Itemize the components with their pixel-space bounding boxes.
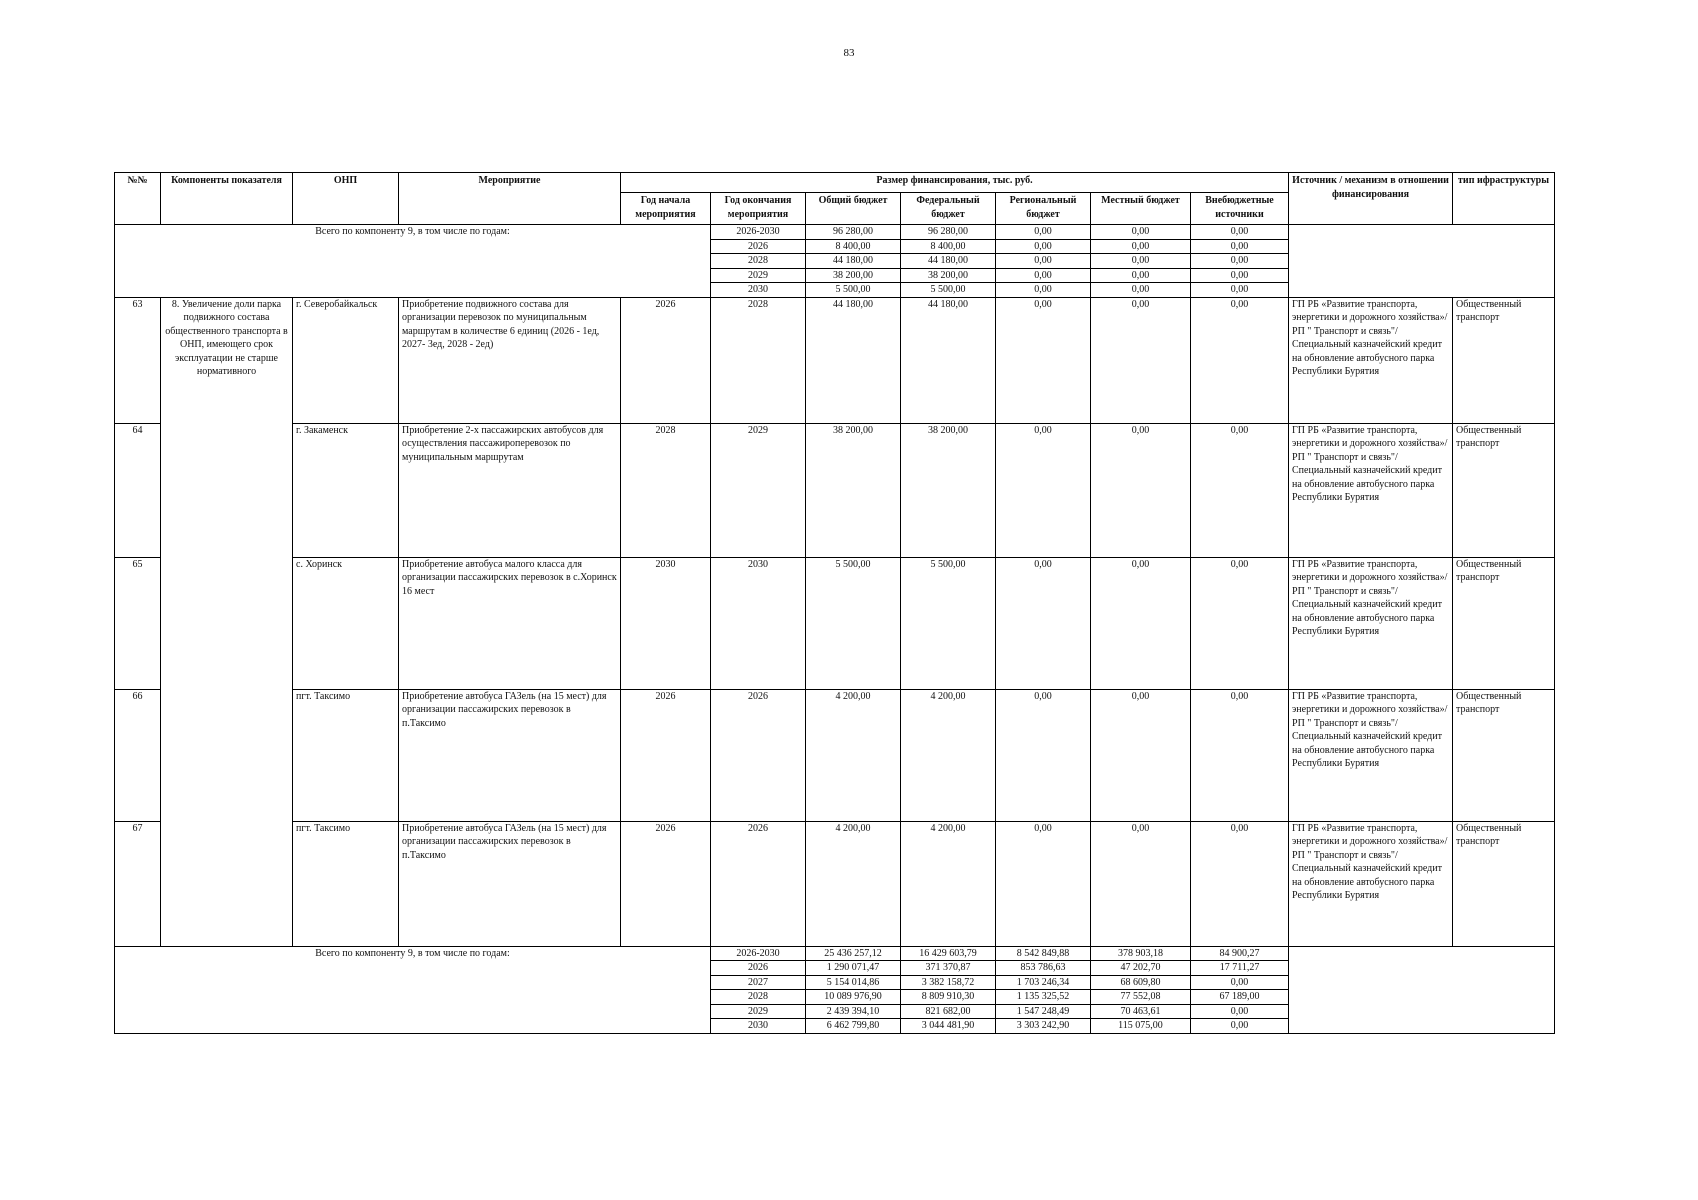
summary-federal: 5 500,00 [901,283,996,298]
row-local: 0,00 [1091,557,1191,689]
row-end-year: 2029 [711,423,806,557]
row-infra: Общественный транспорт [1453,689,1555,821]
header-extra: Внебюджетные источники [1191,193,1289,225]
header-federal: Федеральный бюджет [901,193,996,225]
summary-extra: 0,00 [1191,283,1289,298]
row-federal: 4 200,00 [901,689,996,821]
table-row [115,423,1555,557]
row-source: ГП РБ «Развитие транспорта, энергетики и дорожного хозяйства»/ РП " Транспорт и связь"/Специальный казначейский кредит на обновление автобусного парка Республики Бурятия [1289,821,1453,946]
row-extra: 0,00 [1191,689,1289,821]
header-regional: Региональный бюджет [996,193,1091,225]
summary-federal: 16 429 603,79 [901,946,996,961]
summary-extra: 84 900,27 [1191,946,1289,961]
row-local: 0,00 [1091,297,1191,423]
row-total: 38 200,00 [806,423,901,557]
row-measure: Приобретение автобуса ГАЗель (на 15 мест) для организации пассажирских перевозок в п.Таксимо [399,689,621,821]
summary-extra: 0,00 [1191,225,1289,240]
summary-year: 2026 [711,239,806,254]
row-onp: пгт. Таксимо [293,821,399,946]
summary-regional: 1 703 246,34 [996,975,1091,990]
summary-year: 2027 [711,975,806,990]
row-infra: Общественный транспорт [1453,297,1555,423]
summary-total: 2 439 394,10 [806,1004,901,1019]
row-num: 63 [115,297,161,423]
row-onp: пгт. Таксимо [293,689,399,821]
summary-year: 2029 [711,268,806,283]
summary-federal: 96 280,00 [901,225,996,240]
row-extra: 0,00 [1191,557,1289,689]
header-component: Компоненты показателя [161,173,293,225]
summary-extra: 0,00 [1191,975,1289,990]
summary-year: 2028 [711,990,806,1005]
summary-local: 0,00 [1091,239,1191,254]
row-measure: Приобретение 2-х пассажирских автобусов для осуществления пассажироперевозок по муниципальным маршрутам [399,423,621,557]
summary-extra: 0,00 [1191,1004,1289,1019]
summary-year: 2029 [711,1004,806,1019]
row-regional: 0,00 [996,297,1091,423]
header-source: Источник / механизм в отношении финансирования [1289,173,1453,225]
summary-year: 2026 [711,961,806,976]
row-end-year: 2026 [711,821,806,946]
row-federal: 44 180,00 [901,297,996,423]
table-row [115,821,1555,946]
row-start-year: 2030 [621,557,711,689]
header-total-budget: Общий бюджет [806,193,901,225]
header-measure: Мероприятие [399,173,621,225]
summary-regional: 0,00 [996,254,1091,269]
row-local: 0,00 [1091,821,1191,946]
summary-federal: 821 682,00 [901,1004,996,1019]
summary-label: Всего по компоненту 9, в том числе по годам: [115,946,711,1033]
row-measure: Приобретение автобуса малого класса для организации пассажирских перевозок в с.Хоринск 16 мест [399,557,621,689]
row-end-year: 2028 [711,297,806,423]
summary-regional: 853 786,63 [996,961,1091,976]
row-total: 5 500,00 [806,557,901,689]
financing-table [114,172,1555,1034]
header-end-year: Год окончания мероприятия [711,193,806,225]
summary-empty [1289,946,1555,1033]
summary-local: 0,00 [1091,225,1191,240]
row-start-year: 2026 [621,821,711,946]
header-num: №№ [115,173,161,225]
summary-extra: 67 189,00 [1191,990,1289,1005]
row-measure: Приобретение подвижного состава для организации перевозок по муниципальным маршрутам в количестве 6 единиц (2026 - 1ед, 2027- 3ед, 2028 - 2ед) [399,297,621,423]
summary-total: 5 500,00 [806,283,901,298]
row-onp: г. Закаменск [293,423,399,557]
row-federal: 38 200,00 [901,423,996,557]
summary-year: 2028 [711,254,806,269]
row-total: 4 200,00 [806,821,901,946]
summary-regional: 0,00 [996,268,1091,283]
summary-total: 44 180,00 [806,254,901,269]
summary-regional: 0,00 [996,283,1091,298]
header-start-year: Год начала мероприятия [621,193,711,225]
row-end-year: 2030 [711,557,806,689]
header-financing: Размер финансирования, тыс. руб. [621,173,1289,193]
summary-regional: 8 542 849,88 [996,946,1091,961]
summary-local: 0,00 [1091,283,1191,298]
component-cell: 8. Увеличение доли парка подвижного состава общественного транспорта в ОНП, имеющего срок эксплуатации не старше нормативного [161,297,293,946]
summary-extra: 17 711,27 [1191,961,1289,976]
table-row [115,297,1555,423]
summary-local: 115 075,00 [1091,1019,1191,1034]
summary-federal: 371 370,87 [901,961,996,976]
row-federal: 5 500,00 [901,557,996,689]
summary-local: 0,00 [1091,268,1191,283]
row-onp: г. Северобайкальск [293,297,399,423]
summary-regional: 0,00 [996,239,1091,254]
summary-federal: 3 382 158,72 [901,975,996,990]
row-local: 0,00 [1091,423,1191,557]
row-extra: 0,00 [1191,821,1289,946]
summary-federal: 3 044 481,90 [901,1019,996,1034]
row-end-year: 2026 [711,689,806,821]
summary-local: 378 903,18 [1091,946,1191,961]
row-regional: 0,00 [996,821,1091,946]
row-start-year: 2026 [621,689,711,821]
table-row [115,689,1555,821]
summary-local: 77 552,08 [1091,990,1191,1005]
summary-extra: 0,00 [1191,254,1289,269]
summary-federal: 8 400,00 [901,239,996,254]
summary-federal: 44 180,00 [901,254,996,269]
row-num: 64 [115,423,161,557]
summary-total: 6 462 799,80 [806,1019,901,1034]
summary-row [115,225,1555,240]
row-source: ГП РБ «Развитие транспорта, энергетики и дорожного хозяйства»/ РП " Транспорт и связь"/Специальный казначейский кредит на обновление автобусного парка Республики Бурятия [1289,689,1453,821]
header-infra-type: тип ифраструктуры [1453,173,1555,225]
summary-extra: 0,00 [1191,239,1289,254]
header-onp: ОНП [293,173,399,225]
summary-extra: 0,00 [1191,268,1289,283]
row-source: ГП РБ «Развитие транспорта, энергетики и дорожного хозяйства»/ РП " Транспорт и связь"/Специальный казначейский кредит на обновление автобусного парка Республики Бурятия [1289,297,1453,423]
summary-total: 10 089 976,90 [806,990,901,1005]
summary-regional: 1 547 248,49 [996,1004,1091,1019]
summary-local: 0,00 [1091,254,1191,269]
row-onp: с. Хоринск [293,557,399,689]
row-infra: Общественный транспорт [1453,557,1555,689]
summary-year: 2030 [711,283,806,298]
row-local: 0,00 [1091,689,1191,821]
summary-total: 25 436 257,12 [806,946,901,961]
summary-label: Всего по компоненту 9, в том числе по годам: [115,225,711,298]
row-source: ГП РБ «Развитие транспорта, энергетики и дорожного хозяйства»/ РП " Транспорт и связь"/Специальный казначейский кредит на обновление автобусного парка Республики Бурятия [1289,423,1453,557]
row-extra: 0,00 [1191,297,1289,423]
summary-empty [1289,225,1555,298]
summary-row [115,946,1555,961]
header-row-1 [115,173,1555,193]
row-start-year: 2028 [621,423,711,557]
table-row [115,557,1555,689]
row-start-year: 2026 [621,297,711,423]
row-num: 67 [115,821,161,946]
summary-total: 1 290 071,47 [806,961,901,976]
row-total: 44 180,00 [806,297,901,423]
summary-total: 96 280,00 [806,225,901,240]
row-regional: 0,00 [996,423,1091,557]
row-infra: Общественный транспорт [1453,423,1555,557]
summary-year: 2030 [711,1019,806,1034]
summary-year: 2026-2030 [711,225,806,240]
summary-local: 68 609,80 [1091,975,1191,990]
header-local: Местный бюджет [1091,193,1191,225]
summary-regional: 1 135 325,52 [996,990,1091,1005]
row-measure: Приобретение автобуса ГАЗель (на 15 мест) для организации пассажирских перевозок в п.Таксимо [399,821,621,946]
row-federal: 4 200,00 [901,821,996,946]
summary-year: 2026-2030 [711,946,806,961]
summary-federal: 38 200,00 [901,268,996,283]
row-num: 66 [115,689,161,821]
summary-regional: 0,00 [996,225,1091,240]
summary-regional: 3 303 242,90 [996,1019,1091,1034]
page-number: 83 [843,47,855,59]
summary-federal: 8 809 910,30 [901,990,996,1005]
row-num: 65 [115,557,161,689]
row-source: ГП РБ «Развитие транспорта, энергетики и дорожного хозяйства»/ РП " Транспорт и связь"/Специальный казначейский кредит на обновление автобусного парка Республики Бурятия [1289,557,1453,689]
summary-extra: 0,00 [1191,1019,1289,1034]
summary-total: 8 400,00 [806,239,901,254]
row-total: 4 200,00 [806,689,901,821]
row-regional: 0,00 [996,689,1091,821]
summary-total: 38 200,00 [806,268,901,283]
summary-total: 5 154 014,86 [806,975,901,990]
summary-local: 47 202,70 [1091,961,1191,976]
row-infra: Общественный транспорт [1453,821,1555,946]
row-regional: 0,00 [996,557,1091,689]
summary-local: 70 463,61 [1091,1004,1191,1019]
row-extra: 0,00 [1191,423,1289,557]
